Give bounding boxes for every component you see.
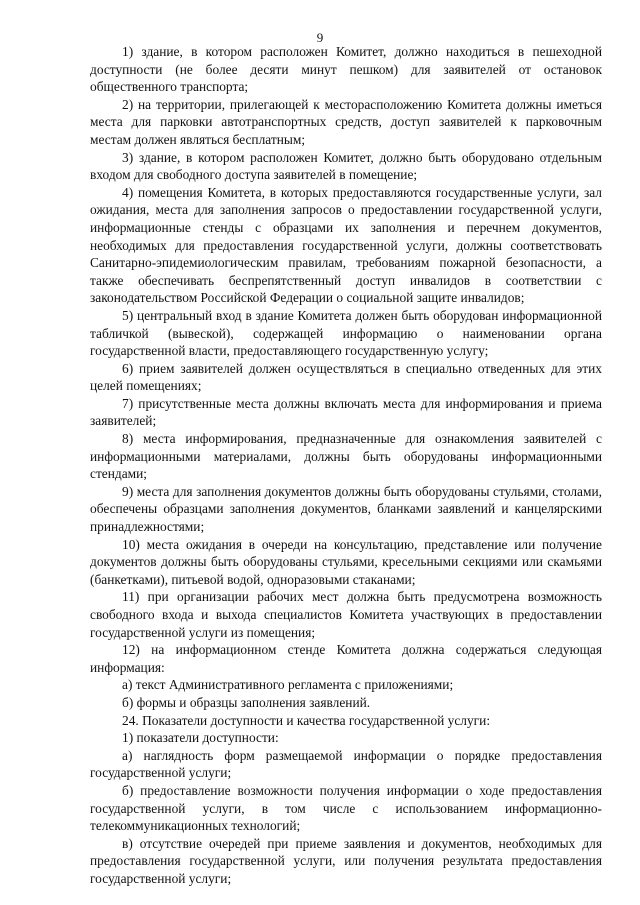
paragraph-item-8: 8) места информирования, предназначенные для ознакомления заявителей с информационными материалами, должны быть оборудованы информационными стендами; — [90, 431, 602, 482]
paragraph-item-11: 11) при организации рабочих мест должна быть предусмотрена возможность свободного входа и выхода специалистов Комитета участвующих в предоставлении государственной услуги из помещения; — [90, 589, 602, 640]
paragraph-item-2: 2) на территории, прилегающей к месторасположению Комитета должны иметься места для парковки автотранспортных средств, доступ заявителей к парковочным местам должен являться бесплатным; — [90, 96, 602, 147]
sub-item-b-information: б) предоставление возможности получения информации о ходе предоставления государственной услуги, в том числе с использованием информационно-телекоммуникационных технологий; — [90, 782, 602, 834]
paragraph-item-1: 1) здание, в котором расположен Комитет, должно находиться в пешеходной доступности (не более десяти минут пешком) для заявителей от остановок общественного транспорта; — [90, 44, 602, 95]
accessibility-indicators-heading: 1) показатели доступности: — [122, 730, 279, 746]
sub-item-b-forms: б) формы и образцы заполнения заявлений. — [122, 694, 371, 710]
paragraph-item-6: 6) прием заявителей должен осуществляться в специально отведенных для этих целей помещениях; — [90, 360, 602, 394]
paragraph-item-7: 7) присутственные места должны включать места для информирования и приема заявителей; — [90, 395, 602, 429]
sub-item-a-visibility: а) наглядность форм размещаемой информации о порядке предоставления государственной услуги; — [90, 747, 602, 781]
paragraph-item-4: 4) помещения Комитета, в которых предоставляются государственные услуги, зал ожидания, места для заполнения запросов о предоставлении государственной услуги, информационные стенды с образцами их заполнения и перечнем документов, необходимых для предоставления государственной услуги, должны соответствовать Санитарно-эпидемиологическим правилам, требованиям пожарной безопасности, а также обеспечивать беспрепятственный доступ инвалидов в соответствии с законодательством Российской Федерации о социальной защите инвалидов; — [90, 184, 602, 306]
paragraph-item-10: 10) места ожидания в очереди на консультацию, представление или получение документов должны быть оборудованы стульями, кресельными секциями или скамьями (банкетками), питьевой водой, одноразовыми стаканами; — [90, 536, 602, 587]
sub-item-a-regulation-text: а) текст Административного регламента с приложениями; — [122, 677, 454, 693]
paragraph-item-3: 3) здание, в котором расположен Комитет, должно быть оборудовано отдельным входом для свободного доступа заявителей в помещение; — [90, 149, 602, 183]
paragraph-item-12: 12) на информационном стенде Комитета должна содержаться следующая информация: — [90, 642, 602, 675]
paragraph-item-5: 5) центральный вход в здание Комитета должен быть оборудован информационной табличкой (вывеской), содержащей информацию о наименовании органа государственной власти, предоставляющего государственную услугу; — [90, 307, 602, 359]
paragraph-item-9: 9) места для заполнения документов должны быть оборудованы стульями, столами, обеспечены образцами заполнения документов, бланками заявлений и канцелярскими принадлежностями; — [90, 483, 602, 535]
sub-item-v-no-queues: в) отсутствие очередей при приеме заявления и документов, необходимых для предоставления государственной услуги, или получения результата предоставления государственной услуги; — [90, 835, 602, 886]
document-body — [90, 43, 602, 888]
page-number: 9 — [316, 30, 324, 45]
section-24-heading: 24. Показатели доступности и качества государственной услуги: — [122, 712, 491, 728]
